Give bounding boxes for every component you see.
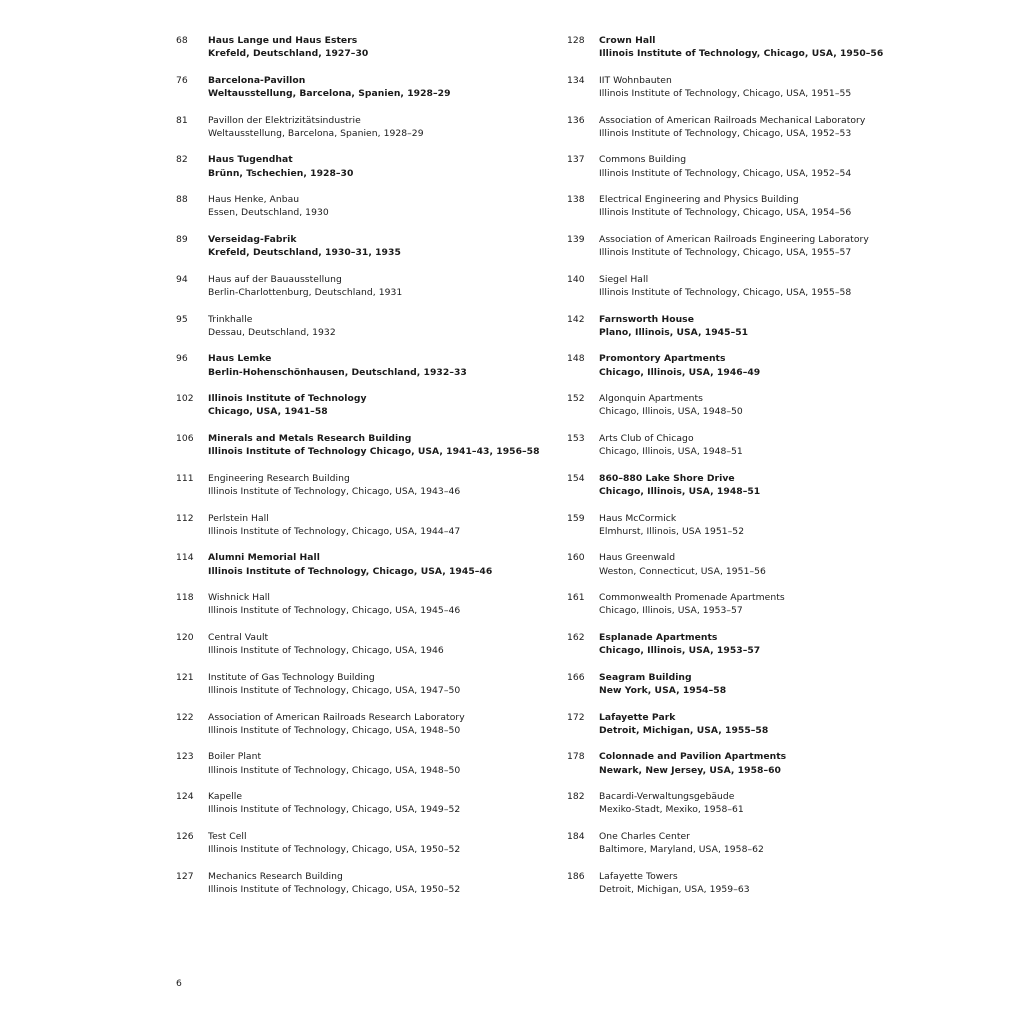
entry-location: Illinois Institute of Technology, Chicago, USA, 1949–52 <box>208 804 461 816</box>
entry-page-number: 122 <box>176 711 194 723</box>
contents-entry <box>567 591 1007 631</box>
entry-title: One Charles Center <box>599 830 691 842</box>
entry-location: Chicago, USA, 1941–58 <box>208 406 328 418</box>
entry-body <box>208 591 460 617</box>
entry-title: Wishnick Hall <box>208 592 271 604</box>
entry-title: 860–880 Lake Shore Drive <box>599 472 735 484</box>
entry-location: Chicago, Illinois, USA, 1953–57 <box>599 605 743 617</box>
entry-location: Weltausstellung, Barcelona, Spanien, 1928–29 <box>208 127 424 139</box>
entry-body <box>208 114 424 140</box>
contents-entry <box>176 870 616 910</box>
entry-body <box>208 34 368 60</box>
entry-page-number: 186 <box>567 870 585 882</box>
entry-title: Siegel Hall <box>599 273 649 285</box>
entry-location: Elmhurst, Illinois, USA 1951–52 <box>599 525 745 537</box>
entry-body <box>599 392 743 418</box>
entry-page-number: 137 <box>567 154 585 166</box>
entry-page-number: 102 <box>176 393 194 405</box>
entry-title: Electrical Engineering and Physics Building <box>599 194 799 206</box>
entry-location: Detroit, Michigan, USA, 1955–58 <box>599 724 769 736</box>
entry-body <box>599 472 760 498</box>
contents-entry <box>176 671 616 711</box>
entry-page-number: 128 <box>567 35 585 46</box>
contents-left-column <box>176 34 616 910</box>
entry-body <box>208 74 451 100</box>
contents-entry <box>176 313 616 353</box>
entry-page-number: 139 <box>567 233 585 245</box>
contents-entry <box>176 193 616 233</box>
entry-body <box>599 631 760 657</box>
entry-location: Detroit, Michigan, USA, 1959–63 <box>599 883 750 895</box>
entry-body <box>208 551 492 577</box>
entry-page-number: 96 <box>176 353 188 365</box>
contents-entry <box>567 233 1007 273</box>
entry-location: Chicago, Illinois, USA, 1948–51 <box>599 485 761 497</box>
contents-entry <box>176 114 616 154</box>
entry-title: Algonquin Apartments <box>599 393 704 405</box>
entry-body <box>208 830 460 856</box>
entry-title: Perlstein Hall <box>208 512 269 524</box>
entry-location: Illinois Institute of Technology, Chicago, USA, 1945–46 <box>208 605 461 617</box>
contents-entry <box>567 711 1007 751</box>
entry-location: Essen, Deutschland, 1930 <box>208 207 329 219</box>
entry-page-number: 112 <box>176 512 194 524</box>
entry-location: Illinois Institute of Technology, Chicago, USA, 1954–56 <box>599 207 852 219</box>
contents-entry <box>176 472 616 512</box>
entry-title: Test Cell <box>208 830 247 842</box>
entry-page-number: 134 <box>567 74 585 86</box>
entry-body <box>599 591 785 617</box>
entry-title: Engineering Research Building <box>208 472 350 484</box>
entry-page-number: 81 <box>176 114 188 126</box>
entry-body <box>208 472 460 498</box>
entry-location: Illinois Institute of Technology, Chicago, USA, 1951–55 <box>599 88 852 99</box>
entry-page-number: 120 <box>176 631 194 643</box>
contents-entry <box>176 273 616 313</box>
entry-location: Illinois Institute of Technology, Chicago, USA, 1955–57 <box>599 247 852 259</box>
contents-entry <box>176 591 616 631</box>
entry-body <box>599 193 851 219</box>
entry-page-number: 148 <box>567 353 585 365</box>
entry-page-number: 76 <box>176 74 188 86</box>
entry-title: Alumni Memorial Hall <box>208 552 320 564</box>
entry-title: Illinois Institute of Technology <box>208 393 367 405</box>
entry-page-number: 126 <box>176 830 194 842</box>
entry-location: Brünn, Tschechien, 1928–30 <box>208 167 354 179</box>
entry-location: Illinois Institute of Technology, Chicago, USA, 1952–54 <box>599 167 852 179</box>
entry-page-number: 166 <box>567 671 585 683</box>
entry-page-number: 121 <box>176 671 194 683</box>
entry-location: Illinois Institute of Technology, Chicago, USA, 1950–52 <box>208 883 461 895</box>
entry-location: Illinois Institute of Technology, Chicago, USA, 1946 <box>208 645 444 657</box>
entry-page-number: 124 <box>176 791 194 803</box>
entry-page-number: 162 <box>567 631 585 643</box>
contents-entry <box>567 472 1007 512</box>
entry-body <box>599 551 766 577</box>
entry-location: Illinois Institute of Technology, Chicago, USA, 1950–52 <box>208 844 461 856</box>
entry-page-number: 153 <box>567 432 585 444</box>
entry-body <box>208 790 460 816</box>
contents-entry <box>176 153 616 193</box>
contents-entry <box>567 392 1007 432</box>
entry-body <box>208 671 460 697</box>
entry-body <box>599 74 851 100</box>
entry-title: Haus Henke, Anbau <box>208 194 300 206</box>
entry-location: Illinois Institute of Technology, Chicago, USA, 1952–53 <box>599 127 852 139</box>
entry-title: Mechanics Research Building <box>208 870 343 882</box>
entry-body <box>599 711 768 737</box>
entry-body <box>208 870 460 896</box>
entry-location: Chicago, Illinois, USA, 1948–51 <box>599 446 743 458</box>
entry-title: Commonwealth Promenade Apartments <box>599 592 785 604</box>
contents-entry <box>567 74 1007 114</box>
contents-entry <box>567 870 1007 910</box>
entry-title: Haus Lange und Haus Esters <box>208 35 358 46</box>
contents-entry <box>176 750 616 790</box>
entry-location: Illinois Institute of Technology, Chicago, USA, 1943–46 <box>208 485 461 497</box>
entry-title: Bacardi-Verwaltungsgebäude <box>599 791 735 803</box>
entry-title: Crown Hall <box>599 35 656 46</box>
entry-title: Haus McCormick <box>599 512 677 524</box>
entry-title: Arts Club of Chicago <box>599 432 694 444</box>
entry-page-number: 184 <box>567 830 585 842</box>
entry-title: Haus Greenwald <box>599 552 676 564</box>
entry-page-number: 95 <box>176 313 188 325</box>
contents-entry <box>567 551 1007 591</box>
entry-page-number: 111 <box>176 472 194 484</box>
entry-location: Krefeld, Deutschland, 1927–30 <box>208 48 369 60</box>
entry-page-number: 142 <box>567 313 585 325</box>
entry-location: Berlin-Charlottenburg, Deutschland, 1931 <box>208 286 403 298</box>
entry-body <box>208 512 460 538</box>
entry-body <box>599 153 851 179</box>
entry-body <box>208 273 402 299</box>
entry-body <box>599 512 744 538</box>
entry-location: Illinois Institute of Technology, Chicago, USA, 1945–46 <box>208 565 493 577</box>
entry-page-number: 68 <box>176 35 188 46</box>
entry-title: Haus Lemke <box>208 353 272 365</box>
entry-location: Mexiko-Stadt, Mexiko, 1958–61 <box>599 804 744 816</box>
entry-page-number: 127 <box>176 870 194 882</box>
page-number: 6 <box>176 978 182 989</box>
entry-location: Illinois Institute of Technology, Chicago, USA, 1944–47 <box>208 525 461 537</box>
entry-title: Association of American Railroads Engineering Laboratory <box>599 233 869 245</box>
entry-title: Association of American Railroads Research Laboratory <box>208 711 465 723</box>
entry-body <box>208 432 540 458</box>
entry-page-number: 123 <box>176 751 194 763</box>
entry-body <box>599 233 869 259</box>
entry-body <box>599 273 851 299</box>
contents-entry <box>567 432 1007 472</box>
contents-entry <box>176 790 616 830</box>
contents-entry <box>176 392 616 432</box>
entry-title: Boiler Plant <box>208 751 262 763</box>
entry-title: Kapelle <box>208 791 243 803</box>
entry-body <box>599 34 883 60</box>
entry-page-number: 82 <box>176 154 188 166</box>
entry-body <box>599 352 760 378</box>
entry-location: Weston, Connecticut, USA, 1951–56 <box>599 565 766 577</box>
entry-location: Chicago, Illinois, USA, 1946–49 <box>599 366 761 378</box>
entry-page-number: 154 <box>567 472 585 484</box>
contents-right-column <box>567 34 1007 910</box>
entry-title: Commons Building <box>599 154 687 166</box>
entry-body <box>599 671 726 697</box>
entry-page-number: 94 <box>176 273 188 285</box>
entry-page-number: 106 <box>176 432 194 444</box>
entry-page-number: 114 <box>176 552 194 564</box>
entry-location: Illinois Institute of Technology, Chicago, USA, 1950–56 <box>599 48 884 60</box>
contents-entry <box>176 631 616 671</box>
entry-page-number: 161 <box>567 592 585 604</box>
entry-body <box>599 750 786 776</box>
entry-body <box>208 193 329 219</box>
entry-location: Berlin-Hohenschönhausen, Deutschland, 1932–33 <box>208 366 467 378</box>
contents-entry <box>567 114 1007 154</box>
entry-page-number: 118 <box>176 592 194 604</box>
contents-entry <box>176 711 616 751</box>
entry-location: Illinois Institute of Technology Chicago, USA, 1941–43, 1956–58 <box>208 446 540 458</box>
contents-entry <box>567 313 1007 353</box>
contents-entry <box>176 74 616 114</box>
entry-title: Colonnade and Pavilion Apartments <box>599 751 787 763</box>
contents-entry <box>176 551 616 591</box>
entry-body <box>208 313 336 339</box>
entry-location: Illinois Institute of Technology, Chicago, USA, 1947–50 <box>208 684 461 696</box>
entry-location: Krefeld, Deutschland, 1930–31, 1935 <box>208 247 401 259</box>
entry-title: Trinkhalle <box>208 313 253 325</box>
entry-title: Promontory Apartments <box>599 353 726 365</box>
contents-entry <box>176 830 616 870</box>
entry-page-number: 140 <box>567 273 585 285</box>
entry-location: Illinois Institute of Technology, Chicago, USA, 1955–58 <box>599 286 852 298</box>
entry-title: Verseidag-Fabrik <box>208 233 297 245</box>
entry-location: Newark, New Jersey, USA, 1958–60 <box>599 764 781 776</box>
contents-entry <box>567 193 1007 233</box>
entry-page-number: 159 <box>567 512 585 524</box>
entry-title: Haus auf der Bauausstellung <box>208 273 342 285</box>
entry-title: Farnsworth House <box>599 313 694 325</box>
entry-location: Chicago, Illinois, USA, 1953–57 <box>599 645 761 657</box>
entry-location: Illinois Institute of Technology, Chicago, USA, 1948–50 <box>208 764 461 776</box>
entry-location: Illinois Institute of Technology, Chicago, USA, 1948–50 <box>208 724 461 736</box>
entry-body <box>599 830 764 856</box>
contents-entry <box>176 432 616 472</box>
entry-title: Central Vault <box>208 631 269 643</box>
entry-body <box>599 313 748 339</box>
entry-page-number: 152 <box>567 393 585 405</box>
contents-entry <box>176 233 616 273</box>
entry-title: IIT Wohnbauten <box>599 74 672 86</box>
contents-entry <box>567 34 1007 74</box>
contents-entry <box>567 750 1007 790</box>
entry-location: Dessau, Deutschland, 1932 <box>208 326 336 338</box>
contents-entry <box>176 34 616 74</box>
entry-location: New York, USA, 1954–58 <box>599 684 727 696</box>
entry-body <box>599 790 744 816</box>
contents-entry <box>567 512 1007 552</box>
contents-entry <box>567 671 1007 711</box>
entry-page-number: 89 <box>176 233 188 245</box>
contents-entry <box>567 153 1007 193</box>
contents-entry <box>567 631 1007 671</box>
entry-title: Minerals and Metals Research Building <box>208 432 412 444</box>
contents-entry <box>176 512 616 552</box>
entry-body <box>208 392 367 418</box>
entry-location: Plano, Illinois, USA, 1945–51 <box>599 326 749 338</box>
entry-body <box>599 870 750 896</box>
entry-location: Chicago, Illinois, USA, 1948–50 <box>599 406 743 418</box>
entry-title: Lafayette Park <box>599 711 676 723</box>
contents-entry <box>567 273 1007 313</box>
entry-page-number: 88 <box>176 194 188 206</box>
entry-location: Weltausstellung, Barcelona, Spanien, 1928–29 <box>208 88 451 99</box>
entry-title: Seagram Building <box>599 671 692 683</box>
entry-body <box>208 750 460 776</box>
entry-body <box>208 153 353 179</box>
entry-body <box>599 114 865 140</box>
entry-page-number: 172 <box>567 711 585 723</box>
entry-title: Association of American Railroads Mechanical Laboratory <box>599 114 866 126</box>
entry-body <box>208 352 467 378</box>
contents-entry <box>567 830 1007 870</box>
entry-body <box>208 631 444 657</box>
contents-entry <box>567 790 1007 830</box>
entry-title: Pavillon der Elektrizitätsindustrie <box>208 114 361 126</box>
entry-body <box>599 432 743 458</box>
entry-page-number: 182 <box>567 791 585 803</box>
entry-page-number: 136 <box>567 114 585 126</box>
entry-title: Haus Tugendhat <box>208 154 293 166</box>
entry-page-number: 138 <box>567 194 585 206</box>
entry-title: Lafayette Towers <box>599 870 678 882</box>
contents-entry <box>176 352 616 392</box>
entry-page-number: 178 <box>567 751 585 763</box>
entry-body <box>208 711 465 737</box>
entry-location: Baltimore, Maryland, USA, 1958–62 <box>599 844 764 856</box>
contents-entry <box>567 352 1007 392</box>
entry-title: Institute of Gas Technology Building <box>208 671 375 683</box>
entry-page-number: 160 <box>567 552 585 564</box>
entry-title: Barcelona-Pavillon <box>208 74 306 86</box>
entry-body <box>208 233 401 259</box>
entry-title: Esplanade Apartments <box>599 631 718 643</box>
